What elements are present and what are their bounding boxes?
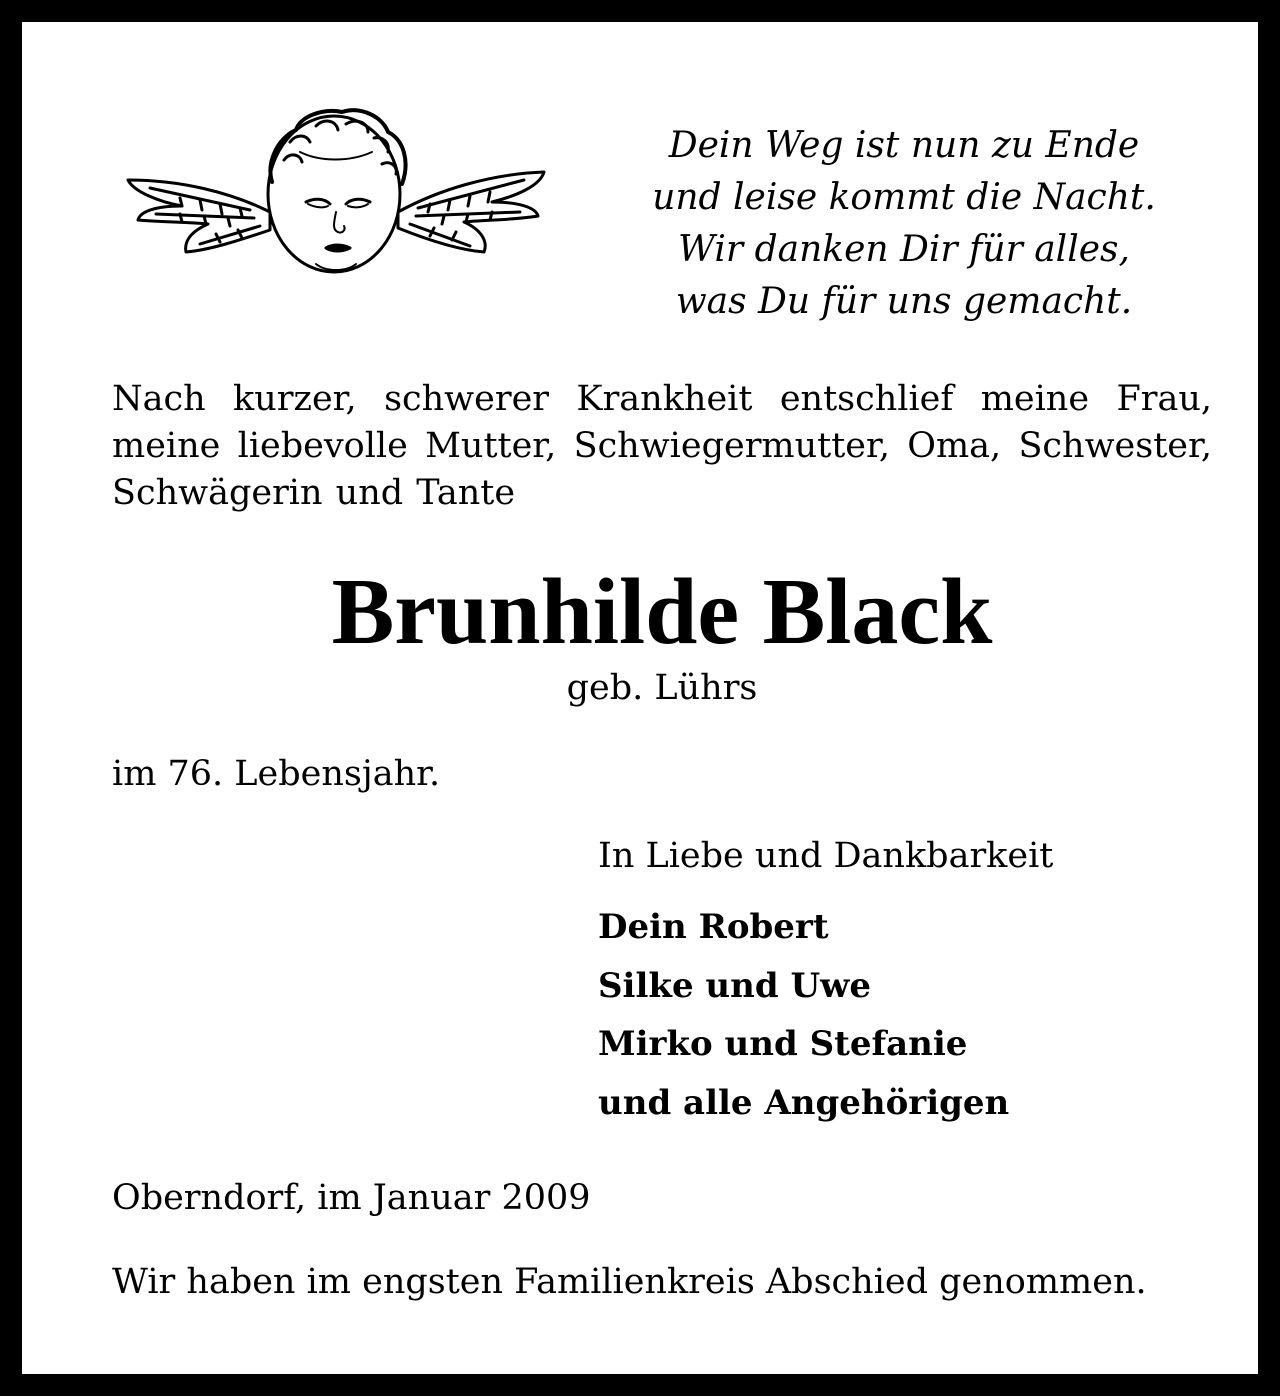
signer-name: Dein Robert [598,907,829,947]
memorial-verse [602,120,1206,328]
verse-line: Wir danken Dir für alles, [678,229,1130,270]
signer-name: Silke und Uwe [598,965,872,1006]
signer-name: und alle Angehörigen [598,1082,1010,1123]
closing-phrase: In Liebe und Dankbarkeit [598,836,1054,876]
age-line: im 76. Lebensjahr. [112,754,441,794]
verse-line: was Du für uns gemacht. [675,281,1133,322]
signer-name: Mirko und Stefanie [598,1024,968,1064]
farewell-note: Wir haben im engsten Familienkreis Abschied genommen. [112,1262,1147,1302]
deceased-name: Brunhilde Black [331,560,993,664]
place-date: Oberndorf, im Januar 2009 [112,1178,591,1218]
cherub-with-wings-icon [120,102,548,282]
verse-line: und leise kommt die Nacht. [652,177,1156,218]
maiden-name: geb. Lührs [566,668,758,708]
signers-list [598,898,1009,1132]
verse-line: Dein Weg ist nun zu Ende [668,125,1140,166]
intro-text: Nach kurzer, schwerer Krankheit entschlief meine Frau, meine liebevolle Mutter, Schwiegermutter, Oma, Schwester, Schwägerin und Tante [112,379,1212,513]
